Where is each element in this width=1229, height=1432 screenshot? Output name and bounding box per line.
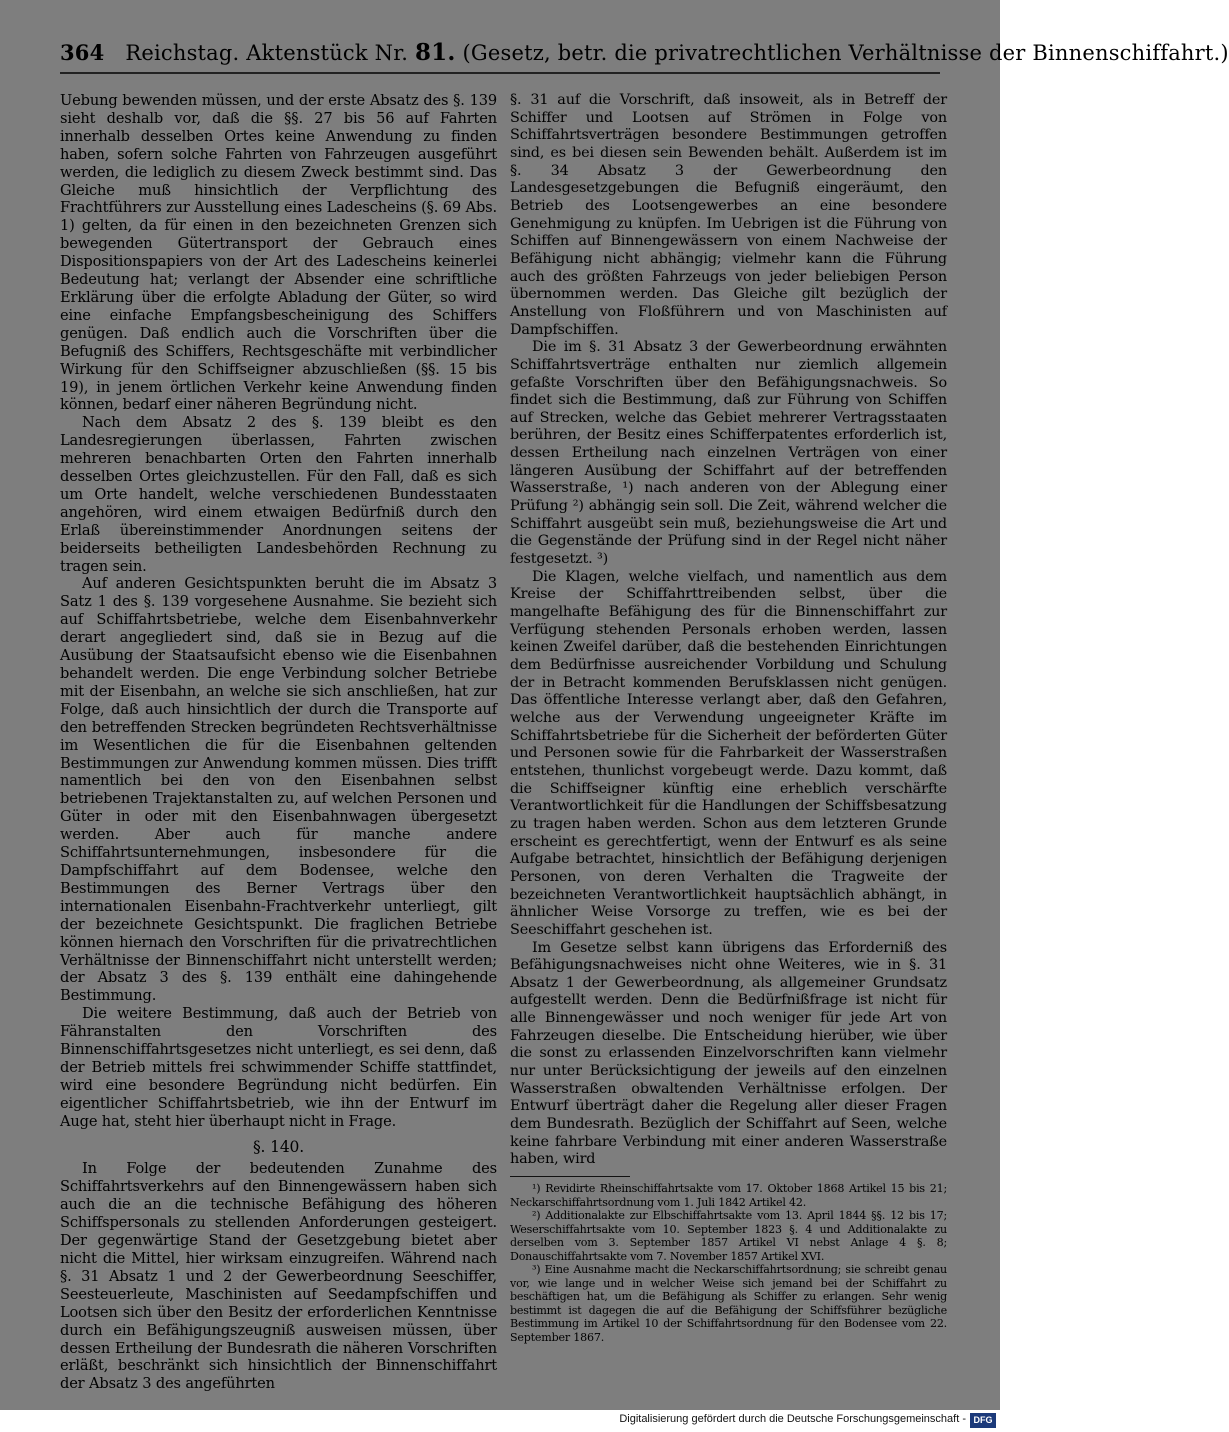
footnote: ²) Additionalakte zur Elbschiffahrtsakte vom 13. April 1844 §§. 12 bis 17; Weserschiffahrtsakte vom 10. September 1823 §. 4 und Additionalakte zu derselben vom 3. September 1857 Artikel VI nebst Anlage 4 §. 8; Donauschiffahrtsakte vom 7. November 1857 Artikel XVI.: [510, 1209, 947, 1263]
paragraph: Die weitere Bestimmung, daß auch der Betrieb von Fähranstalten den Vorschriften des Binnenschiffahrtsgesetzes nicht unterliegt, es sei denn, daß der Betrieb mittels frei schwimmender Schiffe stattfindet, wird eine besondere Begründung nicht bedürfen. Ein eigentlicher Schiffahrtsbetrieb, wie ihn der Entwurf im Auge hat, steht hier überhaupt nicht in Frage.: [60, 1005, 497, 1130]
paragraph: Uebung bewenden müssen, und der erste Absatz des §. 139 sieht deshalb vor, daß die §§. 27 bis 56 auf Fahrten innerhalb desselben Ortes keine Anwendung zu finden haben, sofern solche Fahrten von Fahrzeugen ausgeführt werden, die lediglich zu diesem Zweck bestimmt sind. Das Gleiche muß hinsichtlich der Verpflichtung des Frachtführers zur Ausstellung eines Ladescheins (§. 69 Abs. 1) gelten, da für einen in den bezeichneten Grenzen sich bewegenden Gütertransport der Gebrauch eines Dispositionspapiers von der Art des Ladescheins keinerlei Bedeutung hat; verlangt der Absender eine schriftliche Erklärung über die erfolgte Abladung der Güter, so wird eine einfache Empfangsbescheinigung des Schiffers genügen. Daß endlich auch die Vorschriften über die Befugniß des Schiffers, Rechtsgeschäfte mit verbindlicher Wirkung für den Schiffseigner abzuschließen (§§. 15 bis 19), in jenem örtlichen Verkehr keine Anwendung finden können, bedarf einer näheren Begründung nicht.: [60, 92, 497, 414]
digitization-footer: [0, 1410, 1000, 1432]
right-column: [510, 92, 947, 1169]
section-heading: §. 140.: [252, 1137, 305, 1156]
footnote: ¹) Revidirte Rheinschiffahrtsakte vom 17. Oktober 1868 Artikel 15 bis 21; Neckarschiffahrtsordnung vom 1. Juli 1842 Artikel 42.: [510, 1182, 947, 1209]
paragraph: §. 31 auf die Vorschrift, daß insoweit, als in Betreff der Schiffer und Lootsen auf Strömen in Folge von Schiffahrtsverträgen besondere Bestimmungen getroffen sind, es bei diesen sein Bewenden behält. Außerdem ist im §. 34 Absatz 3 der Gewerbeordnung den Landesgesetzgebungen die Befugniß eingeräumt, den Betrieb des Lootsengewerbes an eine besondere Genehmigung zu knüpfen. Im Uebrigen ist die Führung von Schiffen auf Binnengewässern von einem Nachweise der Befähigung nicht abhängig; vielmehr kann die Führung auch des größten Fahrzeugs von jeder beliebigen Person übernommen werden. Das Gleiche gilt bezüglich der Anstellung von Floßführern und von Maschinisten auf Dampfschiffen.: [510, 92, 947, 338]
page-header: [60, 39, 1229, 66]
footnote-rule: [510, 1176, 630, 1177]
header-title-prefix: Reichstag. Aktenstück Nr.: [125, 41, 409, 65]
document-number: 81.: [414, 39, 456, 66]
header-rule: [60, 72, 940, 74]
footnotes: [510, 1182, 947, 1344]
left-column: [60, 92, 497, 1393]
dfg-logo-icon: DFG: [970, 1413, 996, 1428]
paragraph: Im Gesetze selbst kann übrigens das Erforderniß des Befähigungsnachweises nicht ohne Weiteres, wie in §. 31 Absatz 1 der Gewerbeordnung, als allgemeiner Grundsatz aufgestellt werden. Denn die Bedürfnißfrage ist nicht für alle Binnengewässer und noch weniger für jede Art von Fahrzeugen dieselbe. Die Entscheidung hierüber, wie über die sonst zu erlassenden Einzelvorschriften kann vielmehr nur unter Berücksichtigung der jeweils auf den einzelnen Wasserstraßen obwaltenden Verhältnisse erfolgen. Der Entwurf überträgt daher die Regelung aller dieser Fragen dem Bundesrath. Bezüglich der Schiffahrt auf Seen, welche keine fahrbare Verbindung mit einer anderen Wasserstraße haben, wird: [510, 939, 947, 1168]
paragraph: Nach dem Absatz 2 des §. 139 bleibt es den Landesregierungen überlassen, Fahrten zwischen mehreren benachbarten Orten den Fahrten innerhalb desselben Ortes gleichzustellen. Für den Fall, daß es sich um Orte handelt, welche verschiedenen Bundesstaaten angehören, wird einem etwaigen Bedürfniß durch den Erlaß übereinstimmender Anordnungen seitens der beiderseits betheiligten Landesbehörden Rechnung zu tragen sein.: [60, 414, 497, 575]
paragraph: In Folge der bedeutenden Zunahme des Schiffahrtsverkehrs auf den Binnengewässern haben sich auch die an die technische Befähigung des höheren Schiffspersonals zu stellenden Anforderungen gesteigert. Der gegenwärtige Stand der Gesetzgebung bietet aber nicht die Mittel, hier wirksam einzugreifen. Während nach §. 31 Absatz 1 und 2 der Gewerbeordnung Seeschiffer, Seesteuerleute, Maschinisten auf Seedampfschiffen und Lootsen sich über den Besitz der erforderlichen Kenntnisse durch ein Befähigungszeugniß ausweisen müssen, über dessen Ertheilung der Bundesrath die näheren Vorschriften erläßt, beschränkt sich hinsichtlich der Binnenschiffahrt der Absatz 3 des angeführten: [60, 1160, 497, 1393]
paragraph: Die im §. 31 Absatz 3 der Gewerbeordnung erwähnten Schiffahrtsverträge enthalten nur ziemlich allgemein gefaßte Vorschriften über den Befähigungsnachweis. So findet sich die Bestimmung, daß zur Führung von Schiffen auf Strecken, welche das Gebiet mehrerer Vertragsstaaten berühren, der Besitz eines Schifferpatentes erforderlich ist, dessen Ertheilung nach einzelnen Verträgen von einer längeren Ausübung der Schiffahrt auf der betreffenden Wasserstraße, ¹) nach anderen von der Ablegung einer Prüfung ²) abhängig sein soll. Die Zeit, während welcher die Schiffahrt ausgeübt sein muß, beziehungsweise die Art und die Gegenstände der Prüfung sind in der Regel nicht näher festgesetzt. ³): [510, 339, 947, 568]
footer-credit: Digitalisierung gefördert durch die Deutsche Forschungsgemeinschaft -: [619, 1413, 966, 1425]
paragraph: Auf anderen Gesichtspunkten beruht die im Absatz 3 Satz 1 des §. 139 vorgesehene Ausnahme. Sie bezieht sich auf Schiffahrtsbetriebe, welche dem Eisenbahnverkehr derart angegliedert sind, daß sie in Bezug auf die Ausübung der Staatsaufsicht ebenso wie die Eisenbahnen behandelt werden. Die enge Verbindung solcher Betriebe mit der Eisenbahn, an welche sie sich anschließen, hat zur Folge, daß auch hinsichtlich der durch die Transporte auf den betreffenden Strecken begründeten Rechtsverhältnisse im Wesentlichen die für die Eisenbahnen geltenden Bestimmungen zur Anwendung kommen müssen. Dies trifft namentlich bei den von den Eisenbahnen selbst betriebenen Trajektanstalten zu, auf welchen Personen und Güter in oder mit den Eisenbahnwagen übergesetzt werden. Aber auch für manche andere Schiffahrtsunternehmungen, insbesondere für die Dampfschiffahrt auf dem Bodensee, welche den Bestimmungen des Berner Vertrags über den internationalen Eisenbahn-Frachtverkehr unterliegt, gilt der bezeichnete Gesichtspunkt. Die fraglichen Betriebe können hiernach den Vorschriften für die privatrechtlichen Verhältnisse der Binnenschiffahrt nicht unterstellt werden; der Absatz 3 des §. 139 enthält eine dahingehende Bestimmung.: [60, 575, 497, 1005]
page-number: 364: [60, 40, 105, 65]
header-title-suffix: (Gesetz, betr. die privatrechtlichen Verhältnisse der Binnenschiffahrt.): [462, 41, 1229, 65]
paragraph: Die Klagen, welche vielfach, und namentlich aus dem Kreise der Schiffahrttreibenden selbst, über die mangelhafte Befähigung des für die Binnenschiffahrt zur Verfügung stehenden Personals erhoben werden, lassen keinen Zweifel darüber, daß die bestehenden Einrichtungen dem Bedürfnisse ausreichender Vorbildung und Schulung der in Betracht kommenden Berufsklassen nicht genügen. Das öffentliche Interesse verlangt aber, daß den Gefahren, welche aus der Verwendung ungeeigneter Kräfte im Schiffahrtsbetriebe für die Sicherheit der beförderten Güter und Personen sowie für die Fahrbarkeit der Wasserstraßen entstehen, thunlichst vorgebeugt werde. Dazu kommt, daß die Schiffseigner künftig eine erheblich verschärfte Verantwortlichkeit für die Handlungen der Schiffsbesatzung zu tragen haben werden. Schon aus dem letzteren Grunde erscheint es gerechtfertigt, wenn der Entwurf es als seine Aufgabe betrachtet, hinsichtlich der Befähigung derjenigen Personen, von deren Verhalten die Tragweite der bezeichneten Verantwortlichkeit hauptsächlich abhängt, in ähnlicher Weise Vorsorge zu treffen, wie es bei der Seeschiffahrt geschehen ist.: [510, 568, 947, 938]
footnote: ³) Eine Ausnahme macht die Neckarschiffahrtsordnung; sie schreibt genau vor, wie lange und in welcher Weise sich jemand bei der Schiffahrt zu beschäftigen hat, um die Befähigung als Schiffer zu erlangen. Sehr wenig bestimmt ist dagegen die auf die Befähigung der Schiffsführer bezügliche Bestimmung im Artikel 10 der Schiffahrtsordnung für den Bodensee vom 22. September 1867.: [510, 1263, 947, 1344]
